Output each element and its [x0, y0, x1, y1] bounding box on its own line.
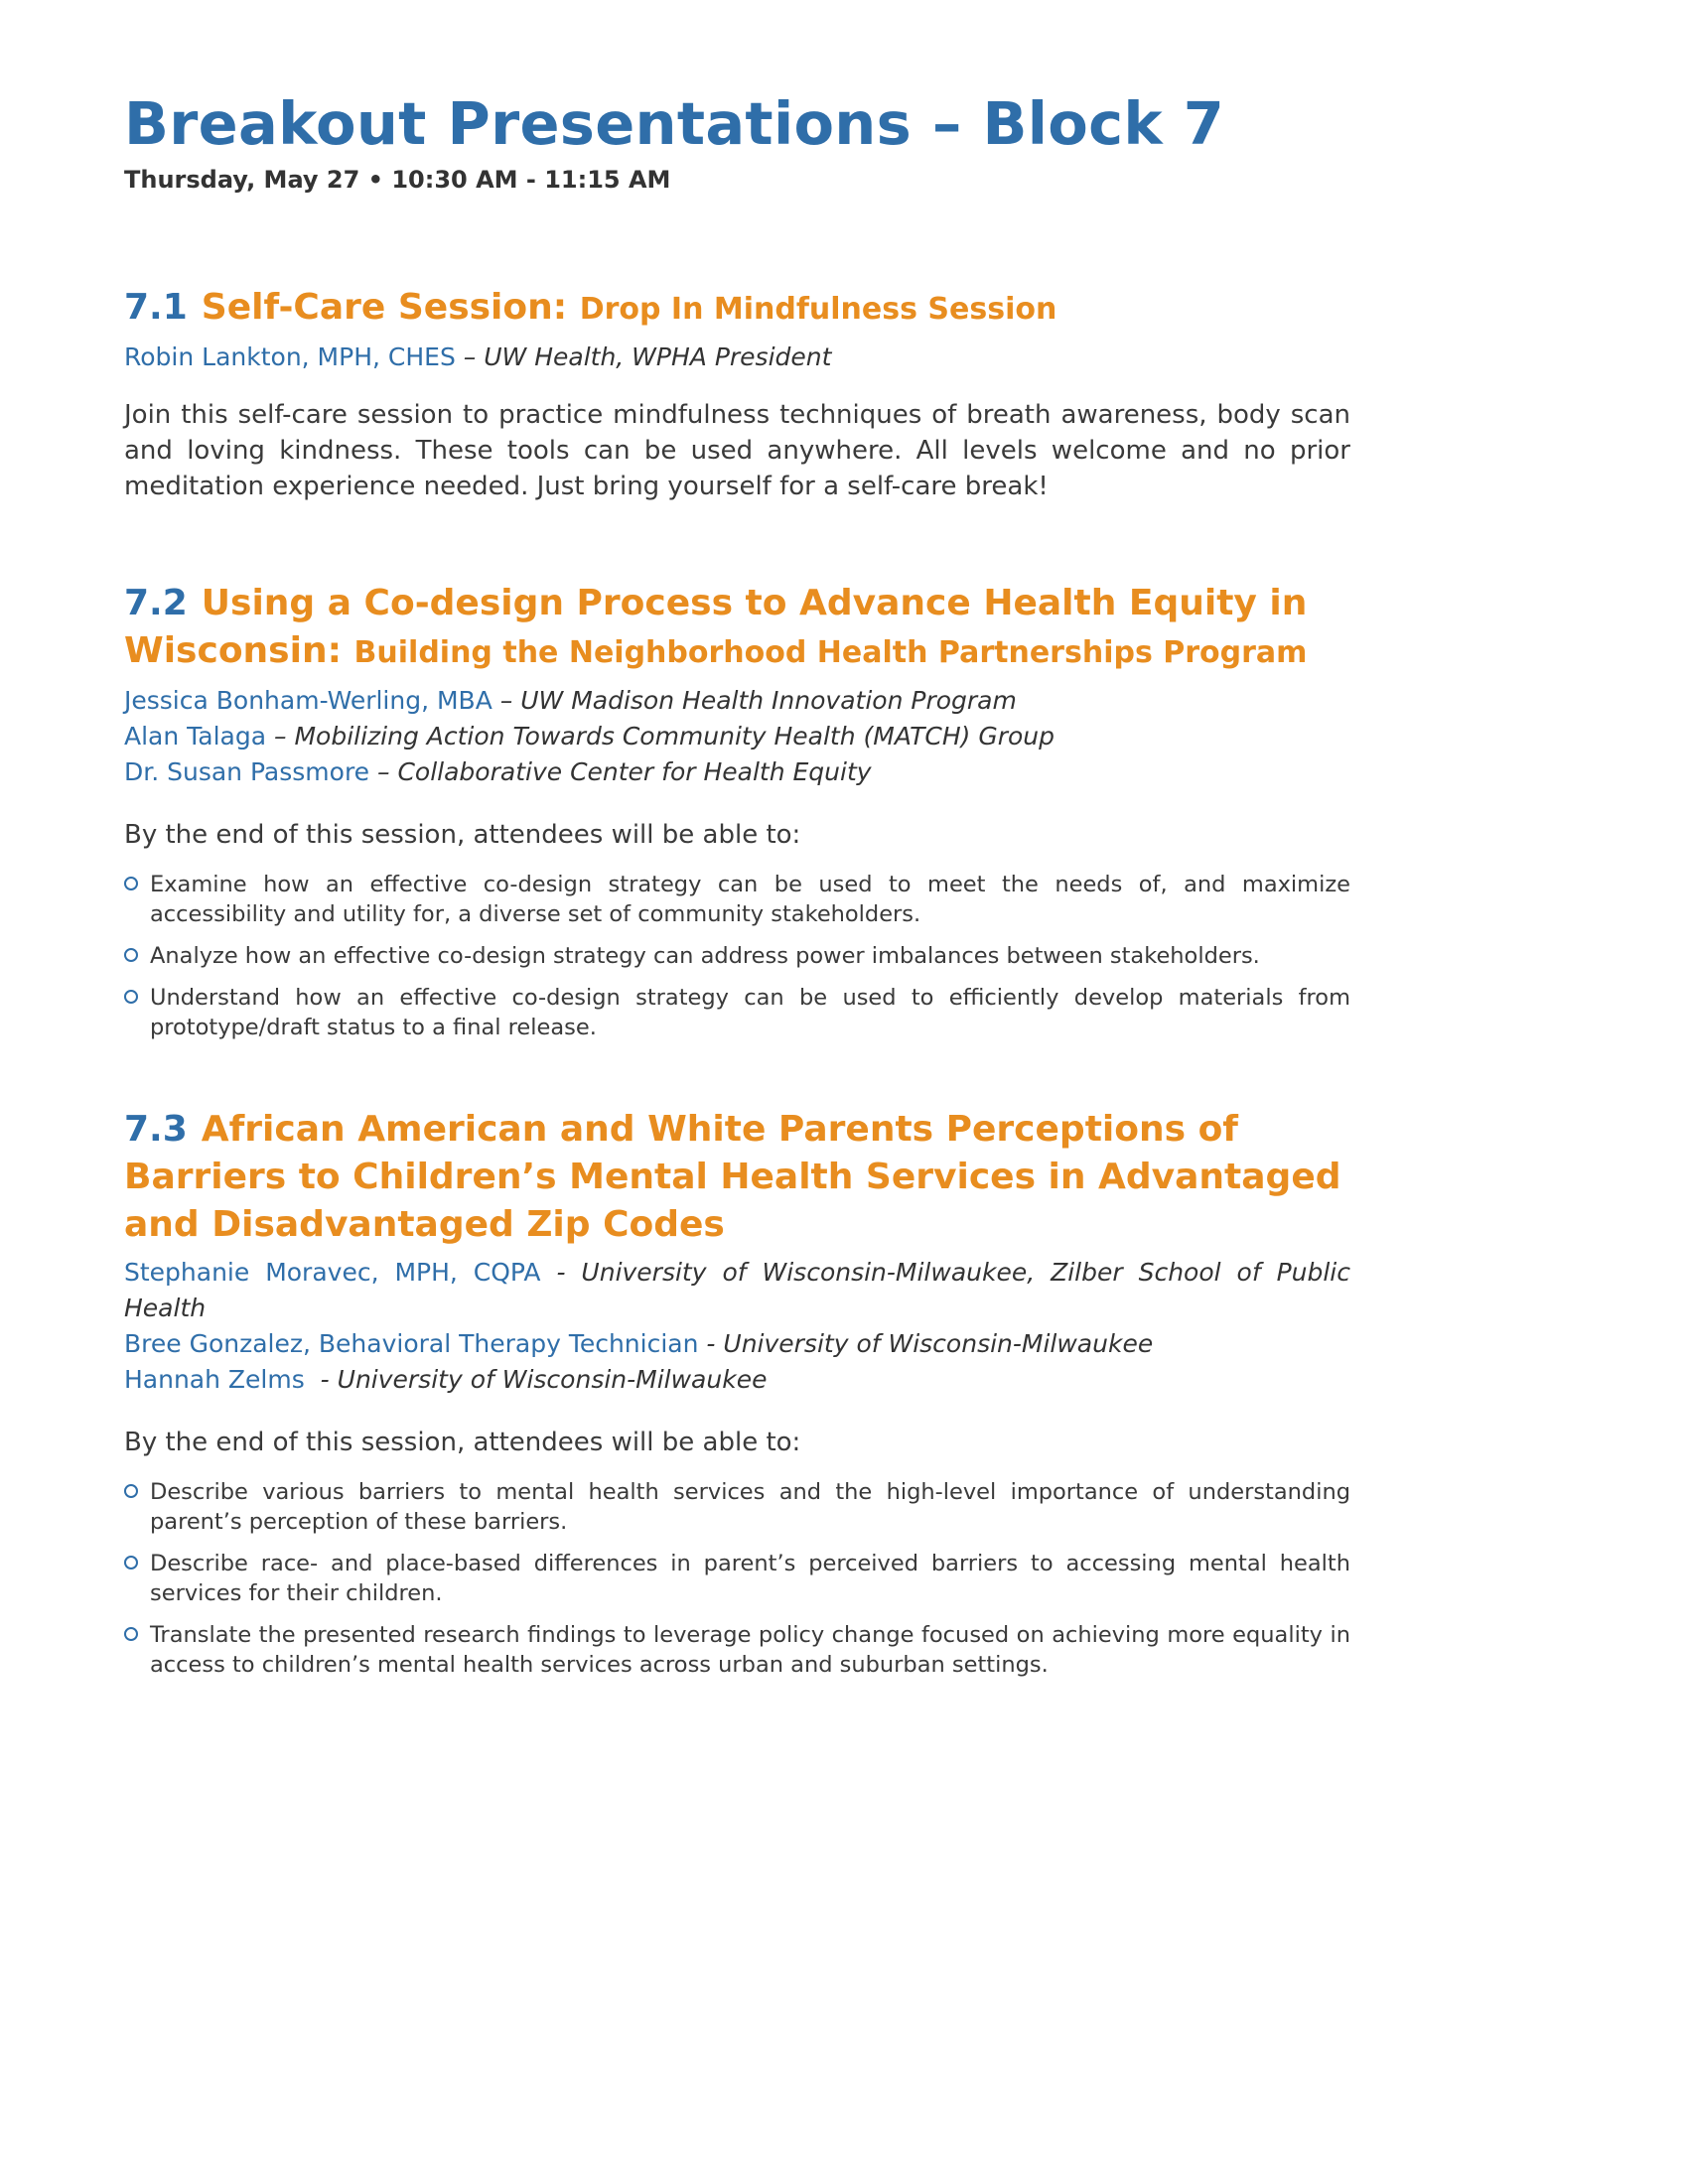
presenter-affiliation: University of Wisconsin-Milwaukee [723, 1329, 1154, 1358]
session-7-2 [124, 580, 1350, 1042]
presenter-separator: – [369, 757, 398, 786]
presenter-affiliation: University of Wisconsin-Milwaukee, Zilber School of Public Health [124, 1258, 1350, 1322]
presenter [124, 719, 1350, 754]
presenter-list [124, 1255, 1350, 1398]
presenter-name: Hannah Zelms [124, 1365, 305, 1394]
objective-text: Examine how an effective co-design strategy can be used to meet the needs of, and maximize accessibility and utility for, a diverse set of community stakeholders. [150, 872, 1350, 927]
presenter-separator: - [540, 1258, 582, 1287]
page-content [124, 87, 1350, 1692]
presenter-separator: – [455, 342, 485, 371]
presenter-affiliation: UW Health, WPHA President [484, 342, 832, 371]
objective-text: Describe race- and place-based differences in parent’s perceived barriers to accessing mental health services for their children. [150, 1551, 1350, 1606]
presenter-name: Alan Talaga [124, 722, 267, 751]
presenter-name: Jessica Bonham-Werling, MBA [124, 686, 492, 715]
circle-bullet-icon [124, 948, 138, 962]
session-date-time: Thursday, May 27 • 10:30 AM - 11:15 AM [124, 166, 671, 194]
session-subtitle: Building the Neighborhood Health Partnerships Program [353, 635, 1308, 670]
page-title: Breakout Presentations – Block 7 [124, 89, 1225, 158]
presenter [124, 1326, 1350, 1362]
objective-item [124, 941, 1350, 971]
presenter-name: Robin Lankton, MPH, CHES [124, 342, 456, 371]
objectives-intro: By the end of this session, attendees will be able to: [124, 820, 801, 850]
presenter-name: Dr. Susan Passmore [124, 757, 370, 786]
session-subtitle: Drop In Mindfulness Session [579, 292, 1057, 327]
presenter-separator: – [492, 686, 521, 715]
objective-item [124, 870, 1350, 929]
objective-item [124, 1620, 1350, 1680]
objective-text: Analyze how an effective co-design strategy can address power imbalances between stakeholders. [150, 943, 1260, 969]
objective-text: Translate the presented research findings to leverage policy change focused on achieving more equality in access to children’s mental health services across urban and suburban settings. [150, 1622, 1350, 1678]
circle-bullet-icon [124, 1484, 138, 1498]
presenter-name: Stephanie Moravec, MPH, CQPA [124, 1258, 541, 1287]
circle-bullet-icon [124, 1627, 138, 1641]
presenter-affiliation: UW Madison Health Innovation Program [520, 686, 1017, 715]
session-title: Using a Co-design Process to Advance Health Equity in Wisconsin: [124, 583, 1308, 671]
presenter-separator: - [304, 1365, 338, 1394]
session-number: 7.1 [124, 287, 188, 328]
session-heading [124, 580, 1350, 677]
presenter-affiliation: Mobilizing Action Towards Community Health (MATCH) Group [294, 722, 1055, 751]
objective-text: Describe various barriers to mental health services and the high-level importance of understanding parent’s perception of these barriers. [150, 1479, 1350, 1535]
objective-text: Understand how an effective co-design strategy can be used to efficiently develop materials from prototype/draft status to a final release. [150, 985, 1350, 1040]
objective-item [124, 1549, 1350, 1608]
objectives-intro: By the end of this session, attendees will be able to: [124, 1428, 801, 1457]
presenter-affiliation: University of Wisconsin-Milwaukee [337, 1365, 768, 1394]
session-number: 7.2 [124, 583, 188, 623]
objective-item [124, 1477, 1350, 1537]
presenter-affiliation: Collaborative Center for Health Equity [397, 757, 872, 786]
session-title: Self-Care Session: [201, 287, 568, 328]
presenter [124, 340, 1350, 375]
objectives-list [124, 870, 1350, 1042]
presenter [124, 683, 1350, 719]
circle-bullet-icon [124, 877, 138, 890]
presenter [124, 1255, 1350, 1326]
presenter-separator: – [266, 722, 295, 751]
presenter [124, 754, 1350, 790]
objectives-list [124, 1477, 1350, 1680]
circle-bullet-icon [124, 990, 138, 1004]
presenter-list [124, 340, 1350, 375]
presenter-name: Bree Gonzalez, Behavioral Therapy Technician [124, 1329, 699, 1358]
session-title: African American and White Parents Perceptions of Barriers to Children’s Mental Health Services in Advantaged and Disadvantaged Zip Codes [124, 1109, 1341, 1245]
circle-bullet-icon [124, 1556, 138, 1570]
session-7-1 [124, 284, 1350, 504]
presenter [124, 1362, 1350, 1398]
session-7-3 [124, 1106, 1350, 1680]
session-heading [124, 284, 1350, 334]
objective-item [124, 983, 1350, 1042]
session-description: Join this self-care session to practice mindfulness techniques of breath awareness, body scan and loving kindness. These tools can be used anywhere. All levels welcome and no prior meditation experience needed. Just bring yourself for a self-care break! [124, 400, 1350, 501]
session-number: 7.3 [124, 1109, 188, 1150]
presenter-separator: - [698, 1329, 724, 1358]
presenter-list [124, 683, 1350, 790]
session-heading [124, 1106, 1350, 1249]
